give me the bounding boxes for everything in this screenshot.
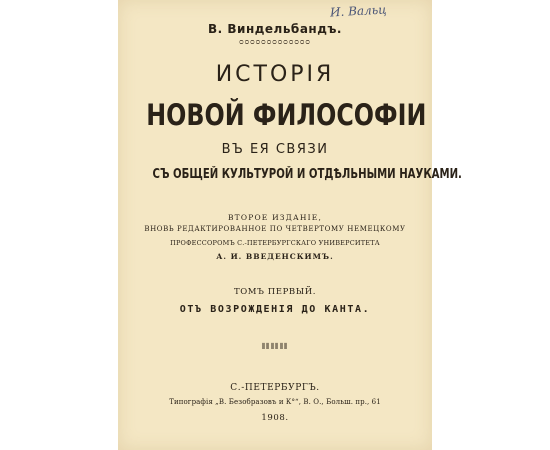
handwritten-signature: И. Вальц xyxy=(329,2,387,20)
edition-line-2: ВНОВЬ РЕДАКТИРОВАННОЕ ПО ЧЕТВЕРТОМУ НЕМЕЦКОМУ xyxy=(144,225,406,233)
publication-city: С.-ПЕТЕРБУРГЪ. xyxy=(230,383,320,393)
edition-line-3: ПРОФЕССОРОМЪ С.-ПЕТЕРБУРГСКАГО УНИВЕРСИТЕТА xyxy=(170,239,380,247)
volume-label: ТОМЪ ПЕРВЫЙ. xyxy=(233,287,317,297)
title-line-3: ВЪ ЕЯ СВЯЗИ xyxy=(221,142,329,157)
title-page xyxy=(118,0,462,450)
title-line-1: ИСТОРІЯ xyxy=(215,62,335,87)
ornament-divider-top: ᴑᴑᴑᴑᴑᴑᴑᴑᴑᴑᴑᴑᴑ xyxy=(239,38,311,46)
printer-line: Типографія „В. Безобразовъ и К°“, В. О., Больш. пр., 61 xyxy=(169,398,381,406)
edition-line-1: ВТОРОЕ ИЗДАНІЕ, xyxy=(227,213,323,222)
publication-year: 1908. xyxy=(261,413,289,423)
editor-name: А. И. ВВЕДЕНСКИМЪ. xyxy=(216,252,334,261)
author-name: В. Виндельбандъ. xyxy=(208,22,342,36)
title-line-4: СЪ ОБЩЕЙ КУЛЬТУРОЙ И ОТДѢЛЬНЫМИ НАУКАМИ. xyxy=(152,167,462,182)
ornament-divider-bottom: ⦀⦀⦀⦀⦀⦀ xyxy=(261,342,289,351)
volume-subtitle: ОТЪ ВОЗРОЖДЕНІЯ ДО КАНТА. xyxy=(179,304,371,315)
title-line-2: НОВОЙ ФИЛОСОФІИ xyxy=(146,98,427,132)
